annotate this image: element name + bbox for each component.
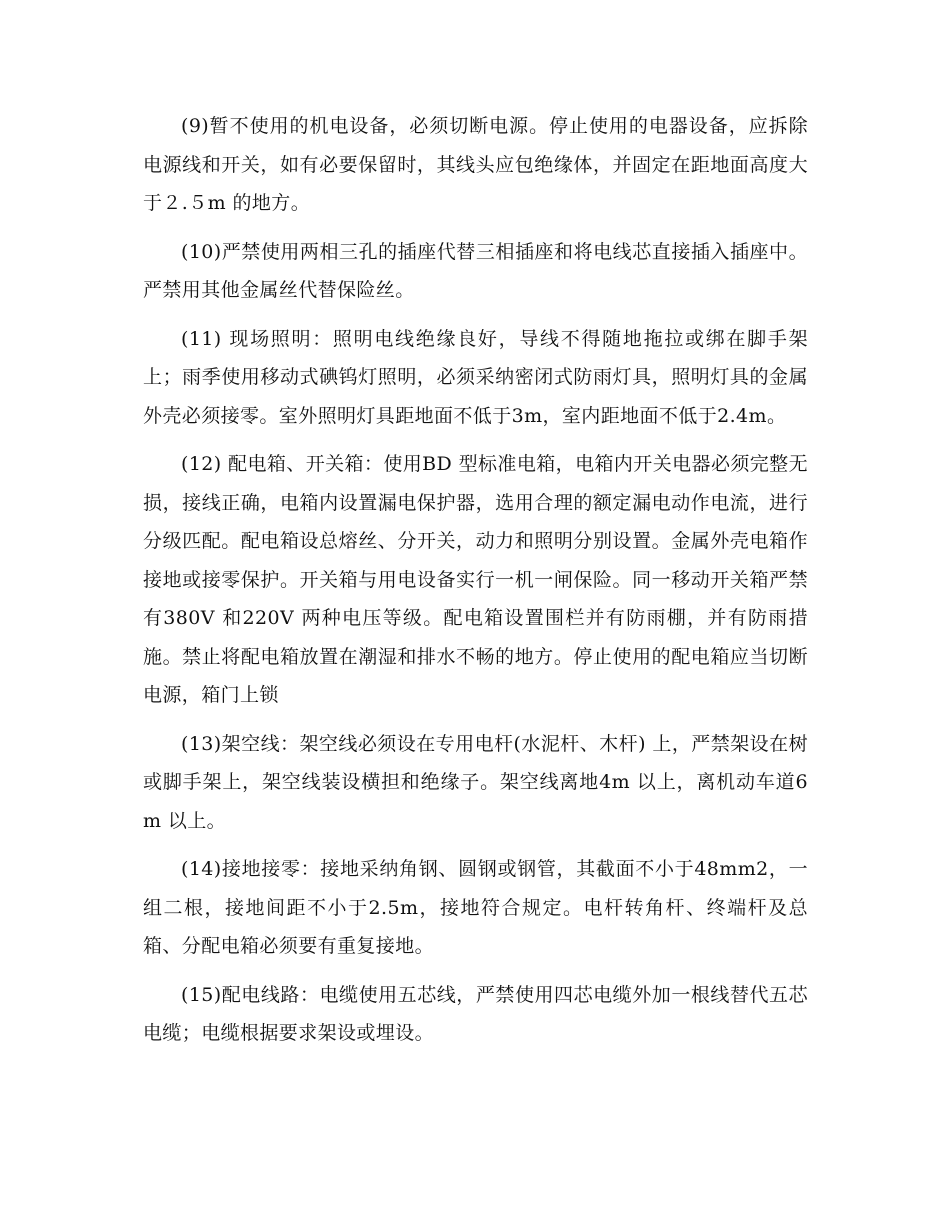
paragraph-item-15: (15)配电线路：电缆使用五芯线，严禁使用四芯电缆外加一根线替代五芯电缆；电缆根据要求架设或埋设。 (143, 983, 808, 1044)
paragraph-item-14: (14)接地接零：接地采纳角钢、圆钢或钢管，其截面不小于48mm2，一组二根，接地间距不小于2.5m，接地符合规定。电杆转角杆、终端杆及总箱、分配电箱必须要有重复接地。 (143, 858, 808, 957)
paragraph-item-11: (11) 现场照明：照明电线绝缘良好，导线不得随地拖拉或绑在脚手架上；雨季使用移动式碘钨灯照明，必须采纳密闭式防雨灯具，照明灯具的金属外壳必须接零。室外照明灯具距地面不低于3m，室内距地面不低于2.4m。 (143, 327, 808, 427)
paragraph-item-12: (12) 配电箱、开关箱：使用BD 型标准电箱，电箱内开关电器必须完整无损，接线正确，电箱内设置漏电保护器，选用合理的额定漏电动作电流，进行分级匹配。配电箱设总熔丝、分开关，动力和照明分别设置。金属外壳电箱作接地或接零保护。开关箱与用电设备实行一机一闸保险。同一移动开关箱严禁有380V 和220V 两种电压等级。配电箱设置围栏并有防雨棚，并有防雨措施。禁止将配电箱放置在潮湿和排水不畅的地方。停止使用的配电箱应当切断电源，箱门上锁 (143, 453, 808, 706)
paragraph-item-9: (9)暂不使用的机电设备，必须切断电源。停止使用的电器设备，应拆除电源线和开关，如有必要保留时，其线头应包绝缘体，并固定在距地面高度大于２.５m 的地方。 (143, 115, 808, 214)
paragraph-item-10: (10)严禁使用两相三孔的插座代替三相插座和将电线芯直接插入插座中。严禁用其他金属丝代替保险丝。 (143, 240, 808, 301)
document-page (143, 107, 808, 1063)
paragraph-item-13: (13)架空线：架空线必须设在专用电杆(水泥杆、木杆) 上，严禁架设在树或脚手架上，架空线装设横担和绝缘子。架空线离地4m 以上，离机动车道6m 以上。 (143, 732, 808, 832)
